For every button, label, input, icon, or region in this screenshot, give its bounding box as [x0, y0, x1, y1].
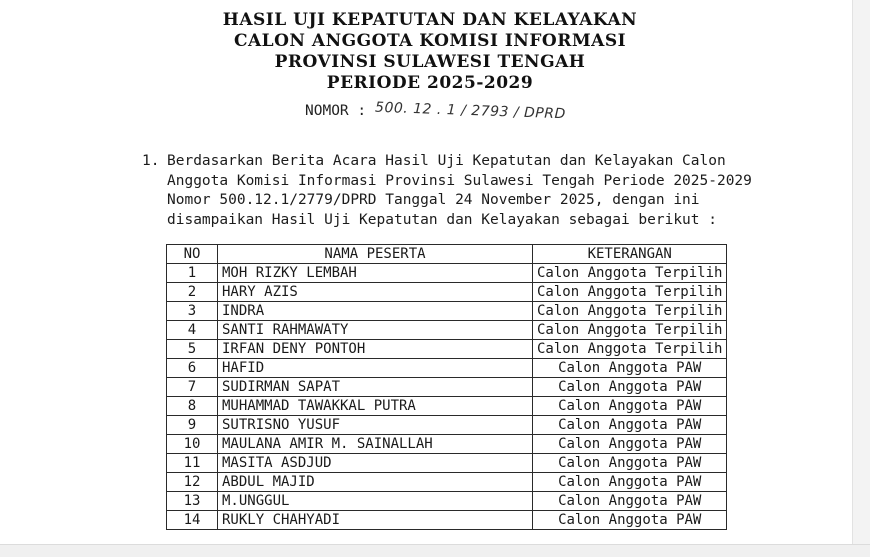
- header-line: PERIODE 2025-2029: [326, 73, 534, 93]
- cell-status: Calon Anggota Terpilih: [533, 321, 727, 340]
- table-row: [167, 435, 727, 454]
- cell-status: Calon Anggota PAW: [533, 416, 727, 435]
- table-row: [167, 321, 727, 340]
- table-row: [167, 283, 727, 302]
- cell-name: SUTRISNO YUSUF: [218, 416, 533, 435]
- cell-no: 12: [167, 473, 218, 492]
- cell-no: 3: [167, 302, 218, 321]
- header-line: PROVINSI SULAWESI TENGAH: [274, 52, 586, 72]
- cell-no: 6: [167, 359, 218, 378]
- cell-name: MAULANA AMIR M. SAINALLAH: [218, 435, 533, 454]
- header-line: CALON ANGGOTA KOMISI INFORMASI: [233, 31, 627, 51]
- table-row: [167, 359, 727, 378]
- cell-no: 7: [167, 378, 218, 397]
- cell-name: SANTI RAHMAWATY: [218, 321, 533, 340]
- table-row: [167, 378, 727, 397]
- table-row: [167, 416, 727, 435]
- cell-name: MASITA ASDJUD: [218, 454, 533, 473]
- nomor-label: NOMOR :: [305, 103, 367, 119]
- cell-no: 5: [167, 340, 218, 359]
- cell-status: Calon Anggota PAW: [533, 435, 727, 454]
- table-row: [167, 302, 727, 321]
- header-line: HASIL UJI KEPATUTAN DAN KELAYAKAN: [222, 10, 638, 30]
- cell-status: Calon Anggota PAW: [533, 378, 727, 397]
- viewer-right-edge: [852, 0, 870, 556]
- cell-status: Calon Anggota PAW: [533, 359, 727, 378]
- item-number: 1.: [142, 153, 160, 169]
- paragraph-text: [167, 152, 752, 230]
- cell-name: HARY AZIS: [218, 283, 533, 302]
- document-number: [305, 100, 566, 122]
- cell-no: 9: [167, 416, 218, 435]
- cell-status: Calon Anggota Terpilih: [533, 283, 727, 302]
- cell-name: MOH RIZKY LEMBAH: [218, 264, 533, 283]
- paragraph-line: Berdasarkan Berita Acara Hasil Uji Kepatutan dan Kelayakan Calon: [167, 153, 726, 169]
- cell-no: 2: [167, 283, 218, 302]
- table-row: [167, 340, 727, 359]
- cell-name: MUHAMMAD TAWAKKAL PUTRA: [218, 397, 533, 416]
- cell-status: Calon Anggota Terpilih: [533, 302, 727, 321]
- table-row: [167, 454, 727, 473]
- cell-status: Calon Anggota PAW: [533, 492, 727, 511]
- paragraph-line: Nomor 500.12.1/2779/DPRD Tanggal 24 November 2025, dengan ini: [167, 192, 700, 208]
- table-row: [167, 492, 727, 511]
- viewer-bottom-strip: [0, 544, 870, 557]
- cell-status: Calon Anggota Terpilih: [533, 340, 727, 359]
- table-row: [167, 397, 727, 416]
- document-header: [0, 10, 852, 94]
- cell-no: 1: [167, 264, 218, 283]
- cell-name: HAFID: [218, 359, 533, 378]
- table-row: [167, 473, 727, 492]
- table-header-row: [167, 245, 727, 264]
- cell-name: SUDIRMAN SAPAT: [218, 378, 533, 397]
- column-header-no: NO: [167, 245, 218, 264]
- nomor-handwritten-value: 500. 12 . 1 / 2793 / DPRD: [374, 99, 566, 123]
- cell-name: RUKLY CHAHYADI: [218, 511, 533, 530]
- cell-no: 8: [167, 397, 218, 416]
- column-header-status: KETERANGAN: [533, 245, 727, 264]
- table-row: [167, 511, 727, 530]
- cell-name: IRFAN DENY PONTOH: [218, 340, 533, 359]
- cell-name: M.UNGGUL: [218, 492, 533, 511]
- cell-no: 4: [167, 321, 218, 340]
- cell-name: ABDUL MAJID: [218, 473, 533, 492]
- cell-status: Calon Anggota Terpilih: [533, 264, 727, 283]
- results-table: [166, 244, 727, 530]
- cell-name: INDRA: [218, 302, 533, 321]
- cell-no: 10: [167, 435, 218, 454]
- cell-status: Calon Anggota PAW: [533, 397, 727, 416]
- paragraph-line: disampaikan Hasil Uji Kepatutan dan Kelayakan sebagai berikut :: [167, 211, 717, 228]
- table-row: [167, 264, 727, 283]
- cell-status: Calon Anggota PAW: [533, 511, 727, 530]
- cell-no: 14: [167, 511, 218, 530]
- cell-status: Calon Anggota PAW: [533, 454, 727, 473]
- cell-no: 11: [167, 454, 218, 473]
- paragraph-line: Anggota Komisi Informasi Provinsi Sulawesi Tengah Periode 2025-2029: [167, 172, 752, 189]
- cell-no: 13: [167, 492, 218, 511]
- cell-status: Calon Anggota PAW: [533, 473, 727, 492]
- column-header-name: NAMA PESERTA: [218, 245, 533, 264]
